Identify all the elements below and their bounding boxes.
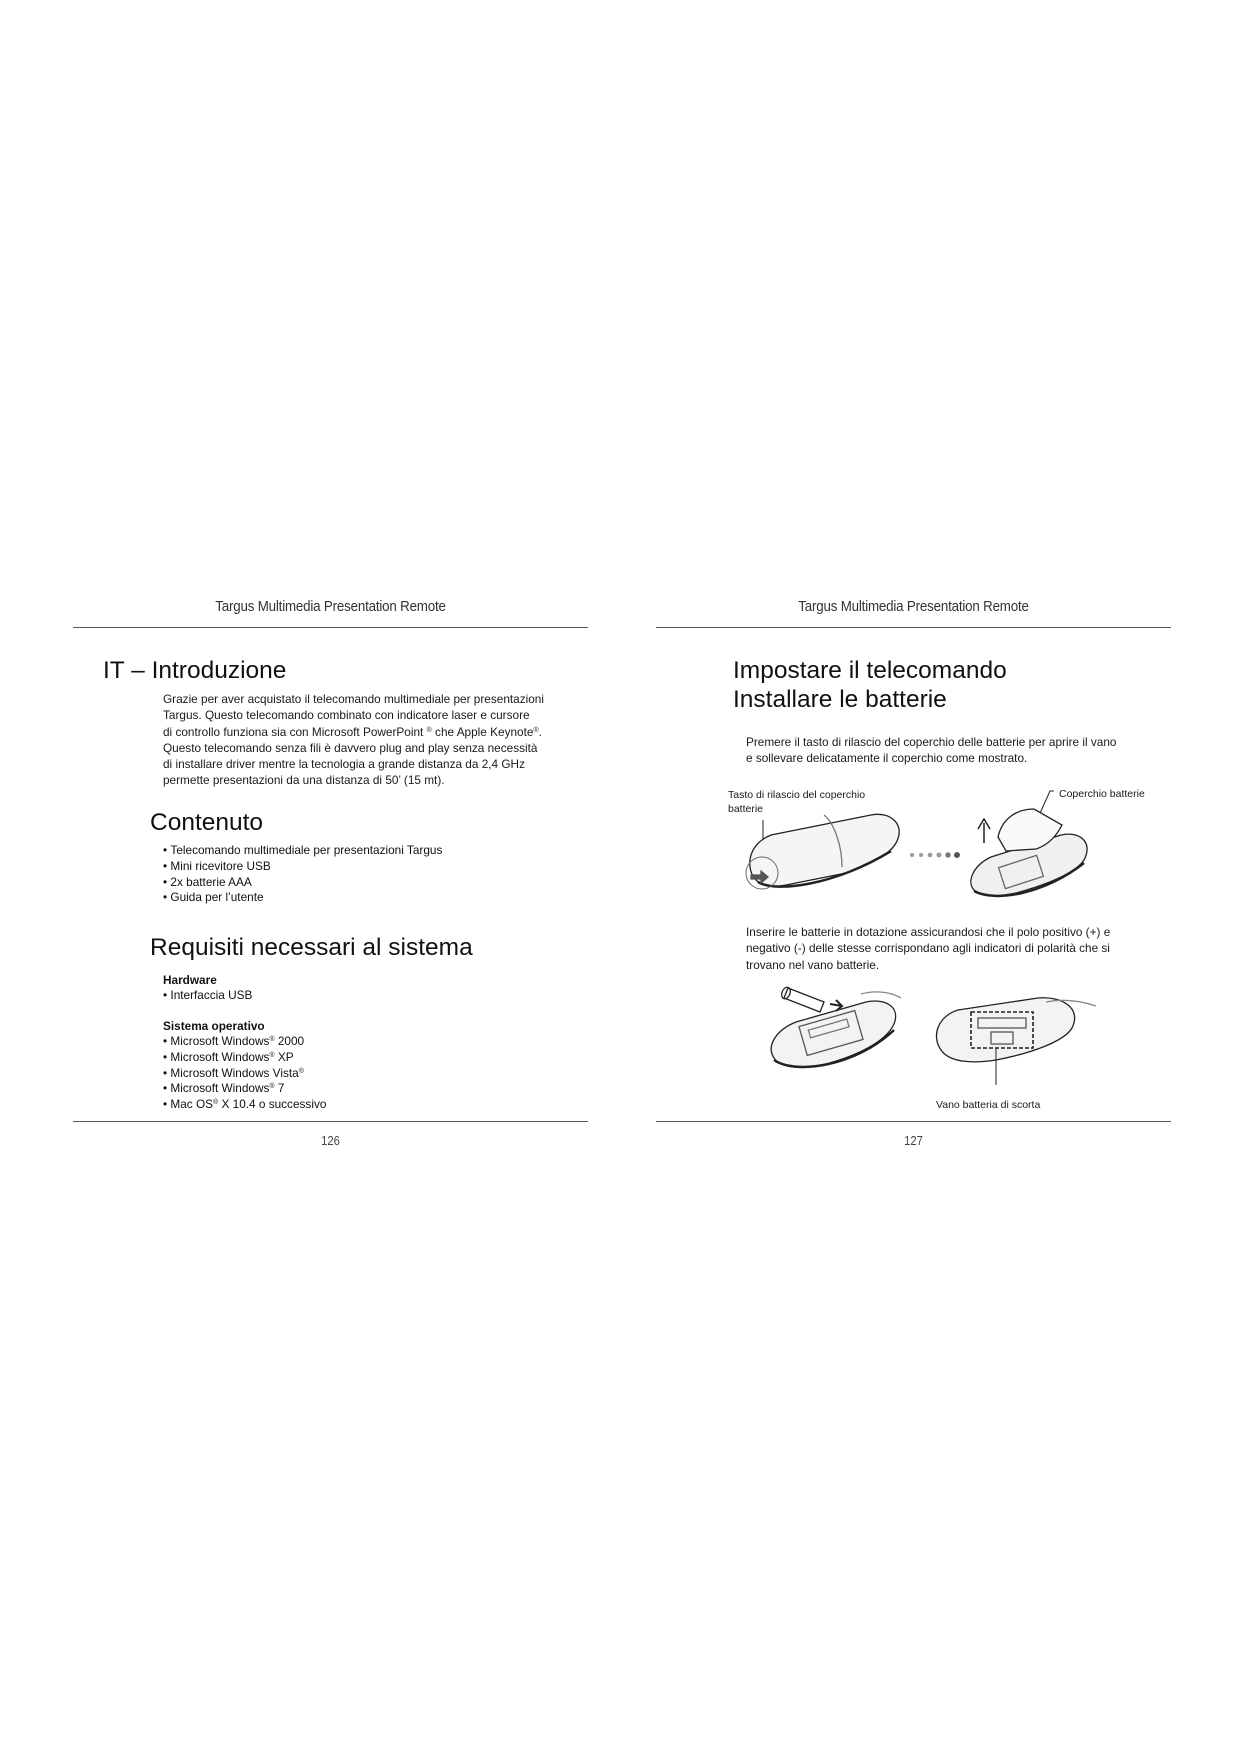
list-item: • Guida per l’utente [163,890,442,906]
list-item: • Mac OS® X 10.4 o successivo [163,1097,326,1113]
left-page [73,585,588,1167]
list-item: • Microsoft Windows® XP [163,1050,326,1066]
intro-line: Targus. Questo telecomando combinato con indicatore laser e cursore [163,708,530,723]
contents-list [163,843,442,906]
callout-battery-cover: Coperchio batterie [1059,788,1145,800]
right-page [656,585,1171,1167]
intro-line: di controllo funziona sia con Microsoft PowerPoint ® che Apple Keynote®. [163,724,542,739]
list-item: • 2x batterie AAA [163,875,442,891]
step-line: trovano nel vano batterie. [746,957,880,972]
footer-rule [656,1121,1171,1122]
os-list [163,1034,326,1113]
intro-line: Questo telecomando senza fili è davvero plug and play senza necessità [163,740,538,755]
os-label: Sistema operativo [163,1019,265,1033]
callout-line: batterie [728,802,764,815]
step2-paragraph [746,924,1166,973]
intro-paragraph [163,691,593,789]
battery-cover-illustration [716,785,1116,910]
list-item: • Microsoft Windows® 7 [163,1081,326,1097]
header-rule [73,627,588,628]
page-number: 127 [904,1134,923,1148]
battery-insert-illustration [766,980,1096,1085]
page-number: 126 [321,1134,340,1148]
hardware-list [163,988,252,1004]
list-item: • Telecomando multimediale per presentazioni Targus [163,843,442,859]
section-title-introduction: IT – Introduzione [103,657,287,684]
list-item: • Interfaccia USB [163,988,252,1004]
section-title-setup: Impostare il telecomando [733,657,1007,684]
section-title-batteries: Installare le batterie [733,686,947,713]
running-head: Targus Multimedia Presentation Remote [798,599,1029,615]
list-item: • Microsoft Windows Vista® [163,1066,326,1082]
section-title-contents: Contenuto [150,809,264,836]
intro-line: permette presentazioni da una distanza di 50’ (15 mt). [163,773,445,788]
step-line: Premere il tasto di rilascio del coperchio delle batterie per aprire il vano [746,735,1117,749]
step-line: Inserire le batterie in dotazione assicurandosi che il polo positivo (+) e [746,925,1111,939]
list-item: • Mini ricevitore USB [163,859,442,875]
callout-line: Tasto di rilascio del coperchio [728,789,866,801]
intro-line: di installare driver mentre la tecnologia a grande distanza da 2,4 GHz [163,757,525,772]
intro-line: Grazie per aver acquistato il telecomando multimediale per presentazioni [163,692,544,706]
header-rule [656,627,1171,628]
footer-rule [73,1121,588,1122]
running-head: Targus Multimedia Presentation Remote [215,599,446,615]
step-line: negativo (-) delle stesse corrispondano agli indicatori di polarità che si [746,941,1110,956]
hardware-label: Hardware [163,973,217,987]
step-line: e sollevare delicatamente il coperchio come mostrato. [746,751,1028,766]
callout-spare-compartment: Vano batteria di scorta [936,1099,1041,1111]
list-item: • Microsoft Windows® 2000 [163,1034,326,1050]
section-title-requirements: Requisiti necessari al sistema [150,934,473,961]
step1-paragraph [746,734,1166,767]
